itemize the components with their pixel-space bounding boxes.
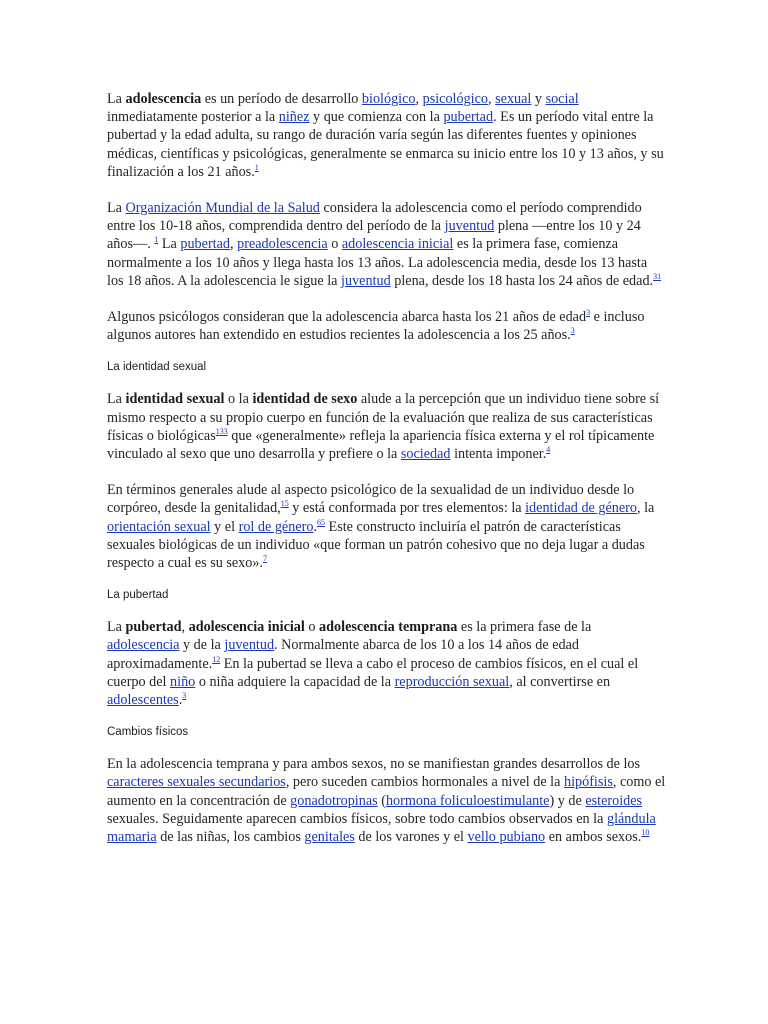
text: y que comienza con la <box>309 109 444 126</box>
text: ) y de <box>549 792 586 809</box>
text: es la primera fase, comienza normalmente a los 10 años y llega hasta los 13 años. La adolescencia media, desde los 13 hasta los 18 años. A la adolescencia le sigue la <box>107 236 648 289</box>
reference-link[interactable]: 65 <box>317 517 325 527</box>
text: y está conformada por tres elementos: la <box>288 500 526 517</box>
term-pubertad: pubertad <box>125 619 182 636</box>
link-adolescencia[interactable]: adolescencia <box>107 637 180 654</box>
text: La <box>107 619 126 636</box>
text: o niña adquiere la capacidad de la <box>195 673 395 690</box>
text: y el <box>210 518 239 535</box>
link-reproduccion-sexual[interactable]: reproducción sexual <box>394 673 510 690</box>
link-ninez[interactable]: niñez <box>278 109 310 126</box>
reference-link[interactable]: 1 <box>254 162 259 172</box>
text: es un período de desarrollo <box>201 91 362 107</box>
link-vello-pubiano[interactable]: vello pubiano <box>467 829 546 846</box>
text: o <box>327 236 342 253</box>
link-rol-de-genero[interactable]: rol de género <box>238 518 314 535</box>
text: en ambos sexos. <box>545 829 642 846</box>
link-glandula-mamaria[interactable]: glándula mamaria <box>107 810 656 846</box>
text: Algunos psicólogos consideran que la adolescencia abarca hasta los 21 años de edad <box>107 309 587 326</box>
link-biologico[interactable]: biológico <box>361 91 416 107</box>
link-hipofisis[interactable]: hipófisis <box>563 774 613 791</box>
link-preadolescencia[interactable]: preadolescencia <box>237 236 328 253</box>
link-nino[interactable]: niño <box>170 673 196 690</box>
paragraph-oms <box>107 199 667 290</box>
text: En la adolescencia temprana y para ambos sexos, no se manifiestan grandes desarrollos de los <box>107 756 641 773</box>
link-social[interactable]: social <box>545 91 579 107</box>
text: , <box>415 91 423 107</box>
text: de las niñas, los cambios <box>156 829 305 846</box>
text: , como el aumento en la concentración de <box>107 774 666 809</box>
link-juventud[interactable]: juventud <box>224 637 275 654</box>
text: La <box>158 236 181 253</box>
link-pubertad[interactable]: pubertad <box>180 236 230 253</box>
link-orientacion-sexual[interactable]: orientación sexual <box>107 518 211 535</box>
reference-link[interactable]: 3 <box>570 326 575 336</box>
link-juventud[interactable]: juventud <box>444 218 495 235</box>
text: alude a la percepción que un individuo tiene sobre sí mismo respecto a su propio cuerpo en función de la evaluación que realiza de sus características físicas o biológicas <box>107 391 660 444</box>
text: e incluso algunos autores han extendido en estudios recientes la adolescencia a los 25 años. <box>107 309 645 344</box>
paragraph-terminos <box>107 481 667 572</box>
reference-link[interactable]: 1 <box>154 235 159 245</box>
link-psicologico[interactable]: psicológico <box>422 91 489 107</box>
text: La <box>107 200 126 217</box>
text: y <box>531 91 546 107</box>
link-genitales[interactable]: genitales <box>304 829 355 846</box>
text: ( <box>377 792 386 809</box>
text: , <box>488 91 496 107</box>
text: . <box>178 692 183 709</box>
text: o la <box>224 391 253 408</box>
paragraph-cambios <box>107 755 667 846</box>
section-heading-identidad-sexual: La identidad sexual <box>107 361 207 374</box>
text: La <box>107 91 126 107</box>
text: . Es un período vital entre la pubertad y la edad adulta, su rango de duración varía según las diferentes fuentes y opiniones médicas, científicas y psicológicas, generalmente se enmarca su inicio entre los 10 y 13 años, y su finalización a los 21 años. <box>107 109 664 180</box>
link-adolescentes[interactable]: adolescentes <box>107 692 179 709</box>
reference-link[interactable]: 12 <box>212 654 221 664</box>
section-heading-cambios-fisicos: Cambios físicos <box>107 726 189 739</box>
paragraph-pubertad <box>107 618 667 709</box>
term-adolescencia-temprana: adolescencia temprana <box>319 619 458 636</box>
link-identidad-de-genero[interactable]: identidad de género <box>525 500 637 517</box>
reference-link[interactable]: 133 <box>215 426 228 436</box>
text: o <box>304 619 320 636</box>
link-organizacion-mundial-salud[interactable]: Organización Mundial de la Salud <box>125 200 320 217</box>
link-adolescencia-inicial[interactable]: adolescencia inicial <box>341 236 454 253</box>
term-identidad-sexual: identidad sexual <box>125 391 225 408</box>
text: inmediatamente posterior a la <box>107 109 279 126</box>
text: es la primera fase de la <box>457 619 592 636</box>
text: , pero suceden cambios hormonales a nivel de la <box>285 774 564 791</box>
reference-link[interactable]: 3 <box>182 691 187 701</box>
reference-link[interactable]: 10 <box>641 828 650 838</box>
link-esteroides[interactable]: esteroides <box>585 792 643 809</box>
text: La <box>107 391 126 408</box>
text: En la pubertad se lleva a cabo el proceso de cambios físicos, en el cual el cuerpo del <box>107 655 639 690</box>
text: En términos generales alude al aspecto psicológico de la sexualidad de un individuo desde lo corpóreo, desde la genitalidad, <box>107 482 635 517</box>
text: y de la <box>179 637 225 654</box>
text: Este constructo incluiría el patrón de características sexuales biológicas de un individuo «que forman un patrón cohesivo que no deja lugar a dudas respecto a cual es su sexo». <box>107 518 645 572</box>
reference-link[interactable]: 31 <box>653 271 662 281</box>
link-gonadotropinas[interactable]: gonadotropinas <box>290 792 378 809</box>
link-pubertad[interactable]: pubertad <box>443 109 494 126</box>
reference-link[interactable]: 4 <box>546 445 551 455</box>
link-caracteres-sexuales-secundarios[interactable]: caracteres sexuales secundarios <box>107 774 286 791</box>
text: que «generalmente» refleja la apariencia física externa y el rol típicamente vinculado al sexo que uno desarrolla y prefiere o la <box>107 427 655 463</box>
text: considera la adolescencia como el período comprendido entre los 10-18 años, comprendida dentro del período de la <box>107 200 642 235</box>
reference-link[interactable]: 7 <box>263 554 268 564</box>
paragraph-identidad <box>107 390 667 463</box>
reference-link[interactable]: 3 <box>586 308 591 318</box>
paragraph-intro <box>107 90 667 181</box>
text: plena, desde los 18 hasta los 24 años de edad. <box>390 272 654 289</box>
text: de los varones y el <box>354 829 468 846</box>
reference-link[interactable]: 15 <box>280 499 289 509</box>
text: , la <box>637 500 655 517</box>
text: . <box>313 518 317 535</box>
term-adolescencia: adolescencia <box>125 91 202 107</box>
text: , al convertirse en <box>509 673 611 690</box>
document-page <box>107 90 667 846</box>
text: plena —entre los 10 y 24 años—. <box>107 218 641 253</box>
term-identidad-de-sexo: identidad de sexo <box>252 391 358 408</box>
link-sexual[interactable]: sexual <box>495 91 532 107</box>
text: intenta imponer. <box>450 446 547 463</box>
text: sexuales. Seguidamente aparecen cambios físicos, sobre todo cambios observados en la <box>107 810 607 827</box>
paragraph-psicologos <box>107 308 667 344</box>
text: , <box>181 619 189 636</box>
link-hormona-foliculoestimulante[interactable]: hormona foliculoestimulante <box>385 792 550 809</box>
section-heading-pubertad: La pubertad <box>107 589 169 602</box>
link-sociedad[interactable]: sociedad <box>400 446 451 463</box>
term-adolescencia-inicial: adolescencia inicial <box>188 619 305 636</box>
text: . Normalmente abarca de los 10 a los 14 años de edad aproximadamente. <box>107 637 579 672</box>
link-juventud[interactable]: juventud <box>341 272 391 289</box>
text: , <box>230 236 238 253</box>
